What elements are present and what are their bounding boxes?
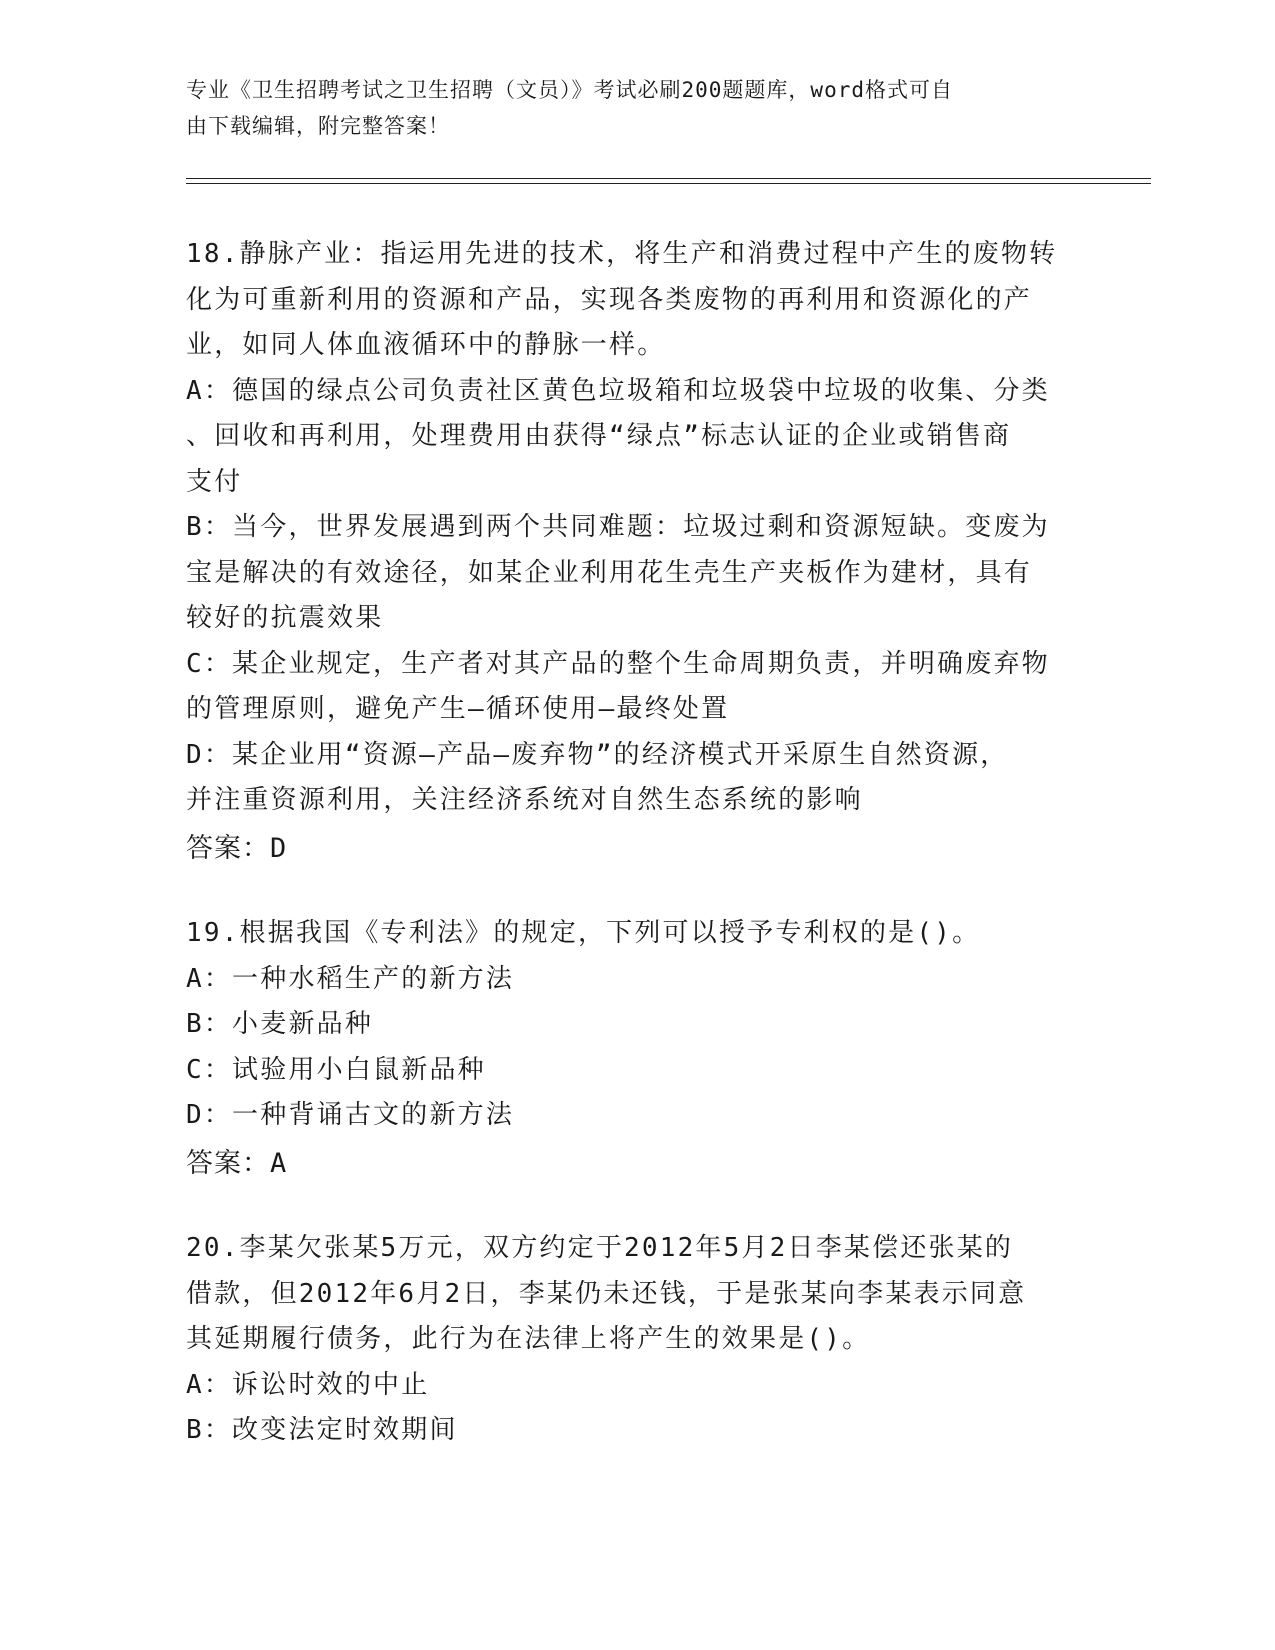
header-rule-bottom [186, 183, 1151, 184]
answer-option-line: 的管理原则，避免产生—循环使用—最终处置 [186, 694, 730, 724]
answer-label: 答案： [186, 1147, 270, 1179]
answer-option-line: C：某企业规定，生产者对其产品的整个生命周期负责，并明确废弃物 [186, 648, 1050, 679]
answer-option-line: B：当今，世界发展遇到两个共同难题：垃圾过剩和资源短缺。变废为 [186, 512, 1050, 542]
question-block [186, 1226, 1066, 1454]
answer-label: 答案： [186, 832, 270, 864]
question-stem-line: 19.根据我国《专利法》的规定，下列可以授予专利权的是()。 [186, 918, 981, 948]
question-block [186, 232, 1066, 871]
header-line-2: 由下载编辑，附完整答案！ [186, 114, 450, 138]
question-stem-line: 18.静脉产业：指运用先进的技术，将生产和消费过程中产生的废物转 [186, 239, 1058, 269]
answer-value: A [270, 1147, 288, 1179]
answer-option-line: A：一种水稻生产的新方法 [186, 963, 515, 994]
question-list [186, 232, 1066, 1494]
answer-option-line: 宝是解决的有效途径，如某企业利用花生壳生产夹板作为建材，具有 [186, 557, 1033, 588]
answer-option-line: A：德国的绿点公司负责社区黄色垃圾箱和垃圾袋中垃圾的收集、分类 [186, 375, 1050, 406]
answer-option-line: A：诉讼时效的中止 [186, 1369, 430, 1400]
answer-line [186, 824, 1066, 872]
document-header [186, 72, 1066, 144]
answer-option-line: 并注重资源利用，关注经济系统对自然生态系统的影响 [186, 785, 863, 815]
question-stem-line: 借款，但2012年6月2日，李某仍未还钱，于是张某向李某表示同意 [186, 1278, 1027, 1309]
answer-option-line: 、回收和再利用，处理费用由获得“绿点”标志认证的企业或销售商 [186, 421, 1012, 451]
answer-option-line: B：改变法定时效期间 [186, 1415, 458, 1445]
question-stem-line: 化为可重新利用的资源和产品，实现各类废物的再利用和资源化的产 [186, 284, 1033, 315]
answer-option-line: 支付 [186, 466, 243, 497]
answer-option-line: D：一种背诵古文的新方法 [186, 1100, 515, 1130]
answer-value: D [270, 832, 288, 864]
header-line-1: 专业《卫生招聘考试之卫生招聘（文员）》考试必刷200题题库，word格式可自 [186, 78, 953, 102]
answer-option-line: C：试验用小白鼠新品种 [186, 1054, 486, 1085]
question-block [186, 911, 1066, 1186]
question-stem-line: 20.李某欠张某5万元，双方约定于2012年5月2日李某偿还张某的 [186, 1233, 1014, 1263]
answer-line [186, 1139, 1066, 1187]
answer-option-line: B：小麦新品种 [186, 1009, 374, 1039]
answer-option-line: D：某企业用“资源—产品—废弃物”的经济模式开采原生自然资源， [186, 739, 1009, 770]
question-stem-line: 其延期履行债务，此行为在法律上将产生的效果是()。 [186, 1324, 871, 1354]
answer-option-line: 较好的抗震效果 [186, 603, 384, 633]
question-stem-line: 业，如同人体血液循环中的静脉一样。 [186, 330, 666, 360]
header-rule-top [186, 178, 1151, 179]
